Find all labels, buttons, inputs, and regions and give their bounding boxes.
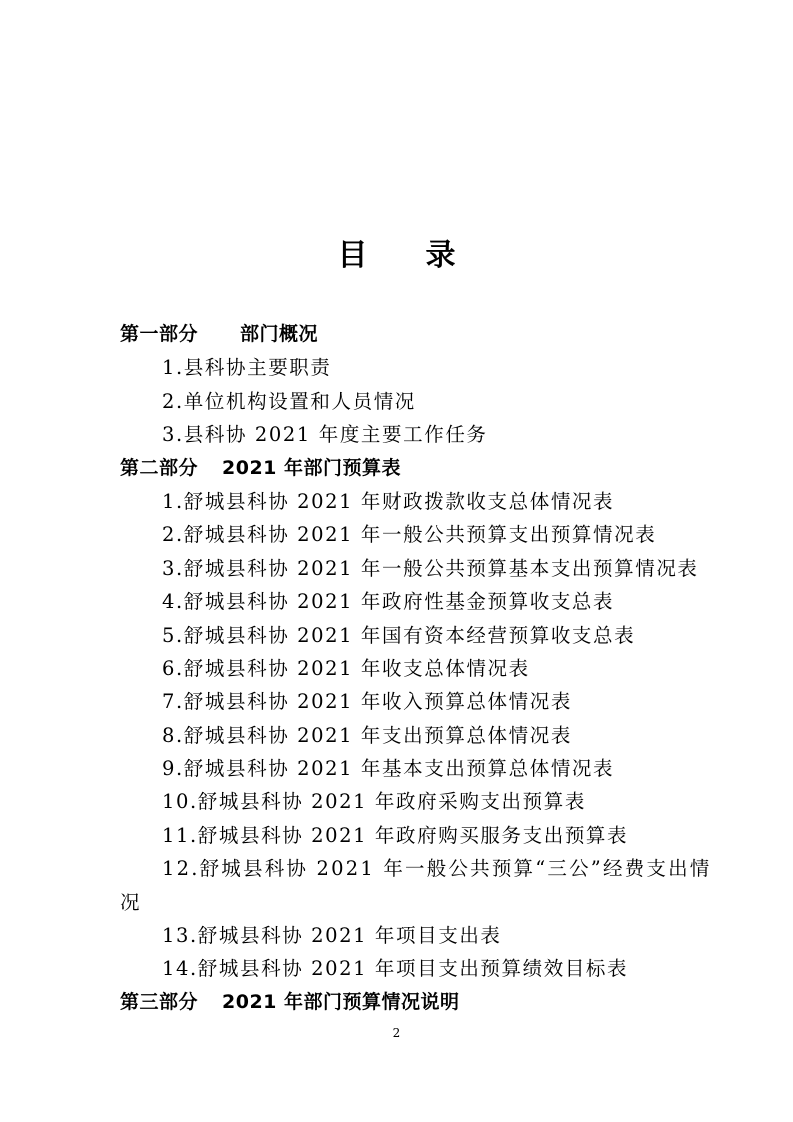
toc-part-3 xyxy=(120,986,700,1019)
toc-item: 2.单位机构设置和人员情况 xyxy=(162,389,416,413)
toc-part-1-label: 第一部分 xyxy=(120,323,199,345)
toc-item: 7.舒城县科协 2021 年收入预算总体情况表 xyxy=(162,690,572,714)
toc-item: 14.舒城县科协 2021 年项目支出预算绩效目标表 xyxy=(162,957,629,981)
toc-part-2 xyxy=(120,452,700,485)
toc-part-1 xyxy=(120,318,700,351)
toc-part-1-name: 部门概况 xyxy=(240,323,319,345)
toc-item: 1.县科协主要职责 xyxy=(162,356,332,380)
toc-item: 12.舒城县科协 2021 年一般公共预算“三公”经费支出情 xyxy=(162,857,712,881)
page-title-left: 目 xyxy=(337,238,368,273)
toc-item: 4.舒城县科协 2021 年政府性基金预算收支总表 xyxy=(162,590,615,614)
page-number: 2 xyxy=(392,1026,401,1040)
page-title xyxy=(0,230,793,274)
toc-item: 3.县科协 2021 年度主要工作任务 xyxy=(162,423,488,447)
toc-item: 5.舒城县科协 2021 年国有资本经营预算收支总表 xyxy=(162,623,636,647)
page-title-right: 录 xyxy=(425,238,456,273)
toc-part-3-name: 2021 年部门预算情况说明 xyxy=(222,990,460,1013)
toc-item: 8.舒城县科协 2021 年支出预算总体情况表 xyxy=(162,723,572,747)
toc-part-3-label: 第三部分 xyxy=(120,990,199,1013)
toc-item: 6.舒城县科协 2021 年收支总体情况表 xyxy=(162,656,530,680)
toc-part-2-label: 第二部分 xyxy=(120,456,199,479)
table-of-contents xyxy=(120,318,712,1019)
toc-item: 2.舒城县科协 2021 年一般公共预算支出预算情况表 xyxy=(162,523,657,547)
toc-item: 1.舒城县科协 2021 年财政拨款收支总体情况表 xyxy=(162,489,615,513)
toc-item-continuation: 况 xyxy=(120,890,142,914)
toc-item: 13.舒城县科协 2021 年项目支出表 xyxy=(162,924,502,948)
toc-part-2-name: 2021 年部门预算表 xyxy=(222,456,402,479)
toc-item: 3.舒城县科协 2021 年一般公共预算基本支出预算情况表 xyxy=(162,556,699,580)
toc-item: 11.舒城县科协 2021 年政府购买服务支出预算表 xyxy=(162,823,629,847)
toc-item: 9.舒城县科协 2021 年基本支出预算总体情况表 xyxy=(162,757,615,781)
toc-item: 10.舒城县科协 2021 年政府采购支出预算表 xyxy=(162,790,586,814)
